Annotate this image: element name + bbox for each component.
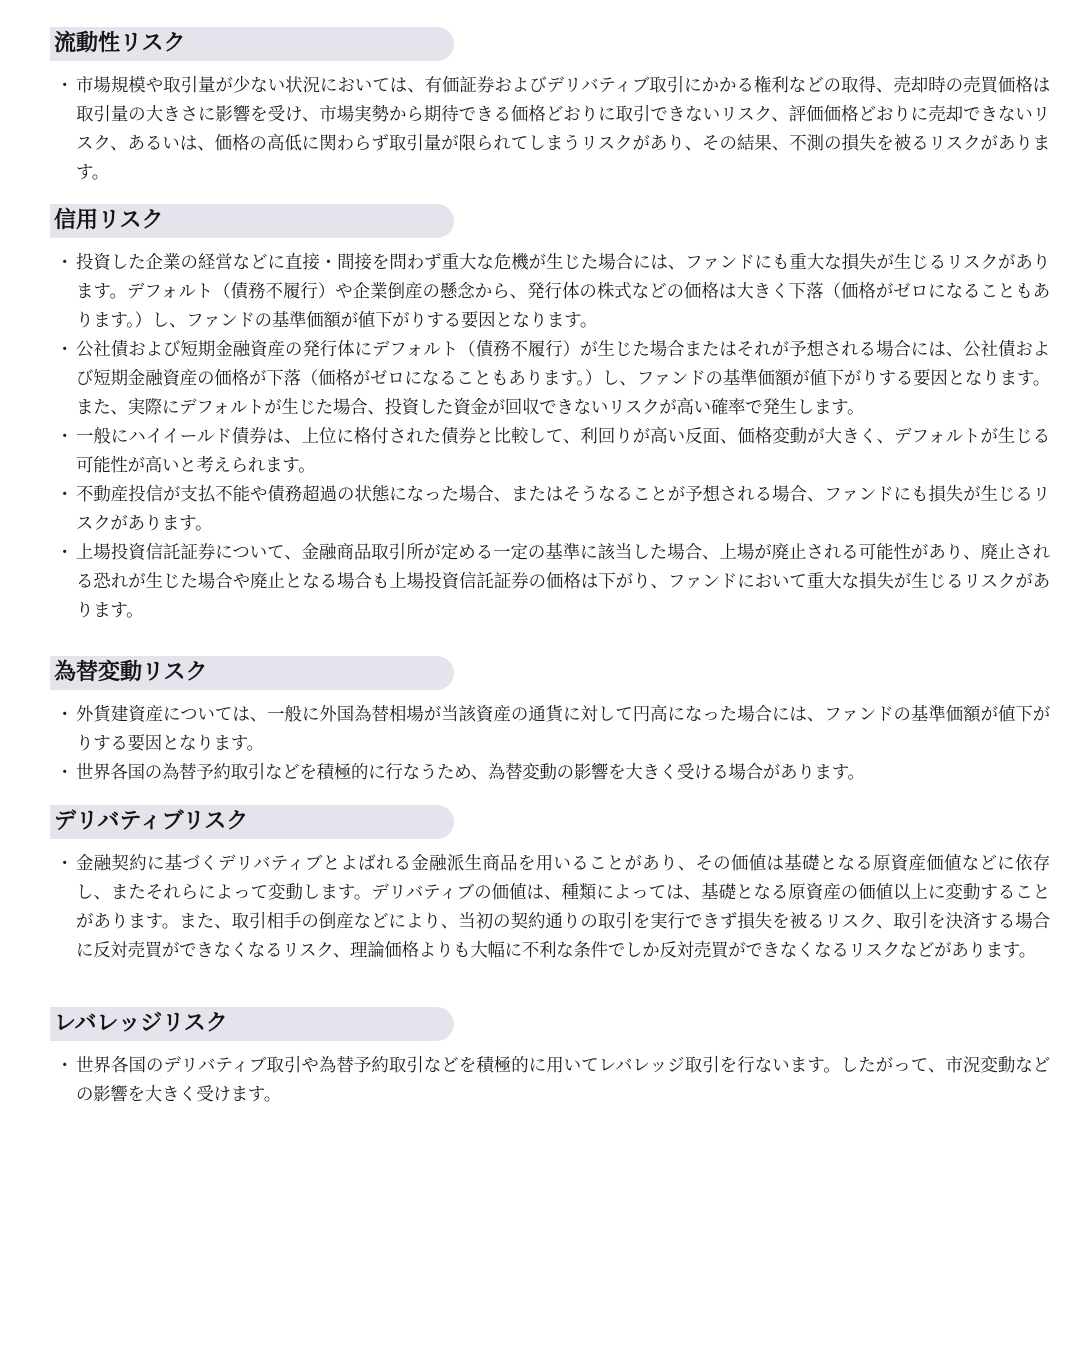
bullet-marker: ・ (56, 253, 74, 273)
bullet-marker: ・ (56, 705, 74, 725)
list-item (50, 1052, 1050, 1110)
list-item (50, 423, 1050, 481)
section-title: レバレッジリスク (54, 1011, 228, 1036)
bullet-list (50, 850, 1050, 966)
list-item (50, 72, 1050, 188)
bullet-marker: ・ (56, 763, 74, 783)
bullet-list (50, 701, 1050, 788)
list-item-text: 金融契約に基づくデリバティブとよばれる金融派生商品を用いることがあり、その価値は基礎となる原資産価値などに依存し、またそれらによって変動します。デリバティブの価値は、種類によっては、基礎となる原資産の価値以上に変動することがあります。また、取引相手の倒産などにより、当初の契約通りの取引を実行できず損失を被るリスク、取引を決済する場合に反対売買ができなくなるリスク、理論価格よりも大幅に不利な条件でしか反対売買ができなくなるリスクなどがあります。 (76, 854, 1050, 961)
bullet-marker: ・ (56, 340, 74, 360)
section-header (50, 1007, 454, 1041)
list-item (50, 336, 1050, 423)
list-item-text: 投資した企業の経営などに直接・間接を問わず重大な危機が生じた場合には、ファンドにも重大な損失が生じるリスクがあります。デフォルト（債務不履行）や企業倒産の懸念から、発行体の株式などの価格は大きく下落（価格がゼロになることもあります。）し、ファンドの基準価額が値下がりする要因となります。 (76, 253, 1050, 331)
list-item (50, 850, 1050, 966)
list-item-text: 公社債および短期金融資産の発行体にデフォルト（債務不履行）が生じた場合またはそれが予想される場合には、公社債および短期金融資産の価格が下落（価格がゼロになることもあります。）し、ファンドの基準価額が値下がりする要因となります。また、実際にデフォルトが生じた場合、投資した資金が回収できないリスクが高い確率で発生します。 (76, 340, 1050, 418)
section-derivative-risk (50, 805, 1050, 966)
bullet-marker: ・ (56, 543, 74, 563)
section-title: デリバティブリスク (54, 809, 249, 834)
section-title: 信用リスク (54, 208, 164, 233)
list-item (50, 539, 1050, 626)
section-title: 流動性リスク (54, 31, 186, 56)
bullet-list (50, 1052, 1050, 1110)
bullet-marker: ・ (56, 1056, 74, 1076)
list-item-text: 一般にハイイールド債券は、上位に格付された債券と比較して、利回りが高い反面、価格変動が大きく、デフォルトが生じる可能性が高いと考えられます。 (76, 427, 1050, 476)
list-item-text: 上場投資信託証券について、金融商品取引所が定める一定の基準に該当した場合、上場が廃止される可能性があり、廃止される恐れが生じた場合や廃止となる場合も上場投資信託証券の価格は下がり、ファンドにおいて重大な損失が生じるリスクがあります。 (76, 543, 1050, 621)
list-item (50, 701, 1050, 759)
section-header (50, 656, 454, 690)
list-item-text: 不動産投信が支払不能や債務超過の状態になった場合、またはそうなることが予想される場合、ファンドにも損失が生じるリスクがあります。 (76, 485, 1050, 534)
list-item-text: 市場規模や取引量が少ない状況においては、有価証券およびデリバティブ取引にかかる権利などの取得、売却時の売買価格は取引量の大きさに影響を受け、市場実勢から期待できる価格どおりに取引できないリスク、評価価格どおりに売却できないリスク、あるいは、価格の高低に関わらず取引量が限られてしまうリスクがあり、その結果、不測の損失を被るリスクがあります。 (76, 76, 1050, 183)
section-header (50, 805, 454, 839)
list-item-text: 世界各国の為替予約取引などを積極的に行なうため、為替変動の影響を大きく受ける場合があります。 (76, 763, 865, 783)
section-liquidity-risk (50, 27, 1050, 188)
bullet-list (50, 249, 1050, 626)
section-credit-risk (50, 204, 1050, 626)
section-fx-risk (50, 656, 1050, 788)
section-title: 為替変動リスク (54, 660, 208, 685)
bullet-marker: ・ (56, 485, 74, 505)
section-header (50, 27, 454, 61)
list-item-text: 世界各国のデリバティブ取引や為替予約取引などを積極的に用いてレバレッジ取引を行ないます。したがって、市況変動などの影響を大きく受けます。 (76, 1056, 1050, 1105)
bullet-marker: ・ (56, 427, 74, 447)
list-item (50, 481, 1050, 539)
section-header (50, 204, 454, 238)
bullet-list (50, 72, 1050, 188)
section-leverage-risk (50, 1007, 1050, 1110)
list-item (50, 759, 1050, 788)
bullet-marker: ・ (56, 854, 74, 874)
bullet-marker: ・ (56, 76, 74, 96)
list-item (50, 249, 1050, 336)
list-item-text: 外貨建資産については、一般に外国為替相場が当該資産の通貨に対して円高になった場合には、ファンドの基準価額が値下がりする要因となります。 (76, 705, 1050, 754)
